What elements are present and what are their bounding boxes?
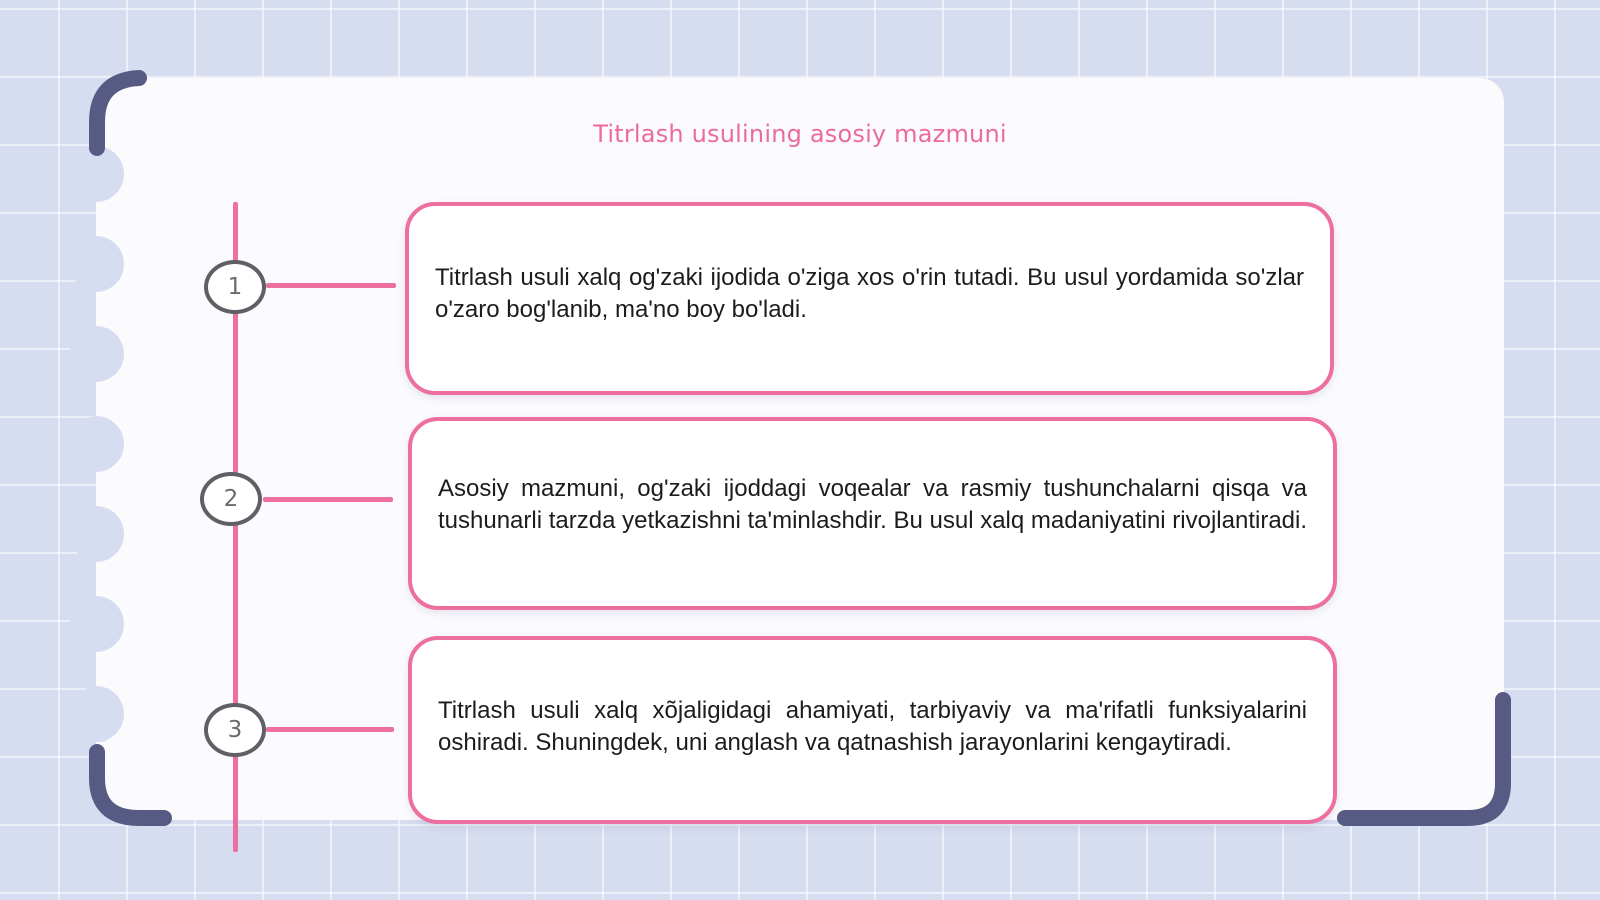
- slide-title: Titrlash usulining asosiy mazmuni: [593, 120, 1007, 148]
- step-2-connector: [263, 497, 393, 502]
- step-1-number: 1: [204, 260, 266, 314]
- step-1-box: [405, 202, 1334, 395]
- step-3-box: [408, 636, 1337, 824]
- step-1-text: Titrlash usuli xalq og'zaki ijodida o'ziga xos o'rin tutadi. Bu usul yordamida so'zlar o'zaro bog'lanib, ma'no boy bo'ladi.: [435, 263, 1304, 323]
- step-1-connector: [266, 283, 396, 288]
- step-3-connector: [266, 727, 394, 732]
- step-2-box: [408, 417, 1337, 610]
- step-3-number: 3: [204, 703, 266, 757]
- step-2-text: Asosiy mazmuni, og'zaki ijoddagi voqealar va rasmiy tushunchalarni qisqa va tushunarli tarzda yetkazishni ta'minlashdir. Bu usul xalq madaniyatini rivojlantiradi.: [438, 474, 1308, 534]
- step-3-text: Titrlash usuli xalq xõjaligidagi ahamiyati, tarbiyaviy va ma'rifatli funksiyalarini oshiradi. Shuningdek, uni anglash va qatnashish jarayonlarini kengaytiradi.: [438, 697, 1307, 756]
- step-2-number: 2: [200, 472, 262, 526]
